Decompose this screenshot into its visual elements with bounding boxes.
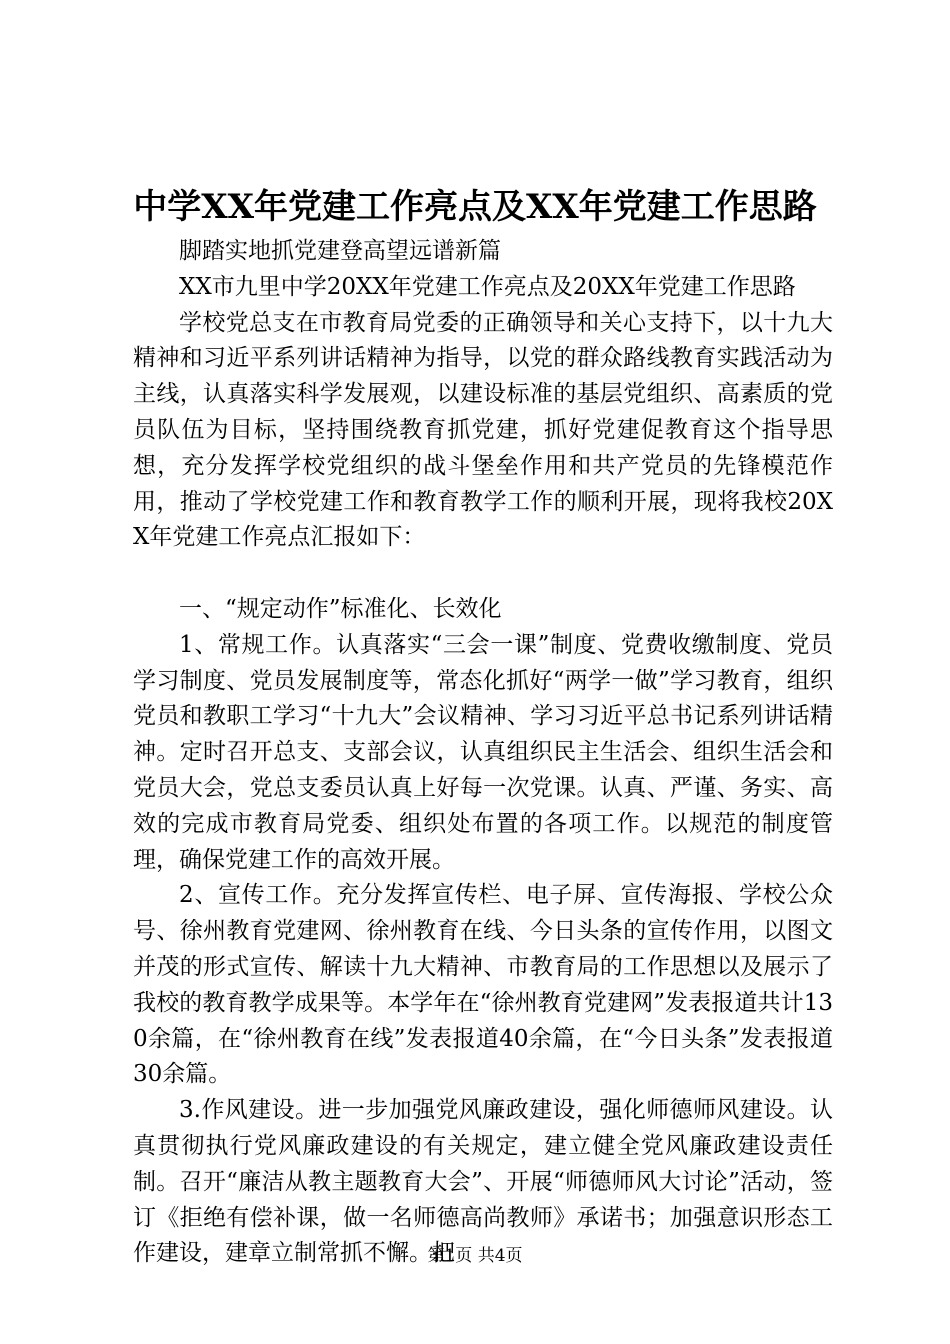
intro-paragraph: 学校党总支在市教育局党委的正确领导和关心支持下，以十九大精神和习近平系列讲话精神为指导，以党的群众路线教育实践活动为主线，认真落实科学发展观，以建设标准的基层党组织、高素质的党员队伍为目标，坚持围绕教育抓党建，抓好党建促教育这个指导思想，充分发挥学校党组织的战斗堡垒作用和共产党员的先锋模范作用，推动了学校党建工作和教育教学工作的顺利开展，现将我校20XX年党建工作亮点汇报如下：: [133, 309, 833, 551]
page-footer: 第1页 共4页: [427, 1246, 523, 1266]
paragraph-publicity-work: 2、宣传工作。充分发挥宣传栏、电子屏、宣传海报、学校公众号、徐州教育党建网、徐州教育在线、今日头条的宣传作用，以图文并茂的形式宣传、解读十九大精神、市教育局的工作思想以及展示了我校的教育教学成果等。本学年在“徐州教育党建网”发表报道共计130余篇，在“徐州教育在线”发表报道40余篇，在“今日头条”发表报道30余篇。: [133, 882, 833, 1088]
subtitle: 脚踏实地抓党建登高望远谱新篇: [179, 238, 501, 264]
page-title: 中学XX年党建工作亮点及XX年党建工作思路: [133, 187, 817, 227]
org-heading: XX市九里中学20XX年党建工作亮点及20XX年党建工作思路: [179, 273, 796, 300]
document-body: [133, 234, 833, 1272]
paragraph-style-building: 3.作风建设。进一步加强党风廉政建设，强化师德师风建设。认真贯彻执行党风廉政建设的有关规定，建立健全党风廉政建设责任制。召开“廉洁从教主题教育大会”、开展“师德师风大讨论”活动，签订《拒绝有偿补课，做一名师德高尚教师》承诺书；加强意识形态工作建设，建章立制常抓不懈。把: [133, 1097, 833, 1267]
section-heading: 一、“规定动作”标准化、长效化: [179, 595, 502, 622]
paragraph-routine-work: 1、常规工作。认真落实“三会一课”制度、党费收缴制度、党员学习制度、党员发展制度等，常态化抓好“两学一做”学习教育，组织党员和教职工学习“十九大”会议精神、学习习近平总书记系列讲话精神。定时召开总支、支部会议，认真组织民主生活会、组织生活会和党员大会，党总支委员认真上好每一次党课。认真、严谨、务实、高效的完成市教育局党委、组织处布置的各项工作。以规范的制度管理，确保党建工作的高效开展。: [133, 631, 833, 873]
